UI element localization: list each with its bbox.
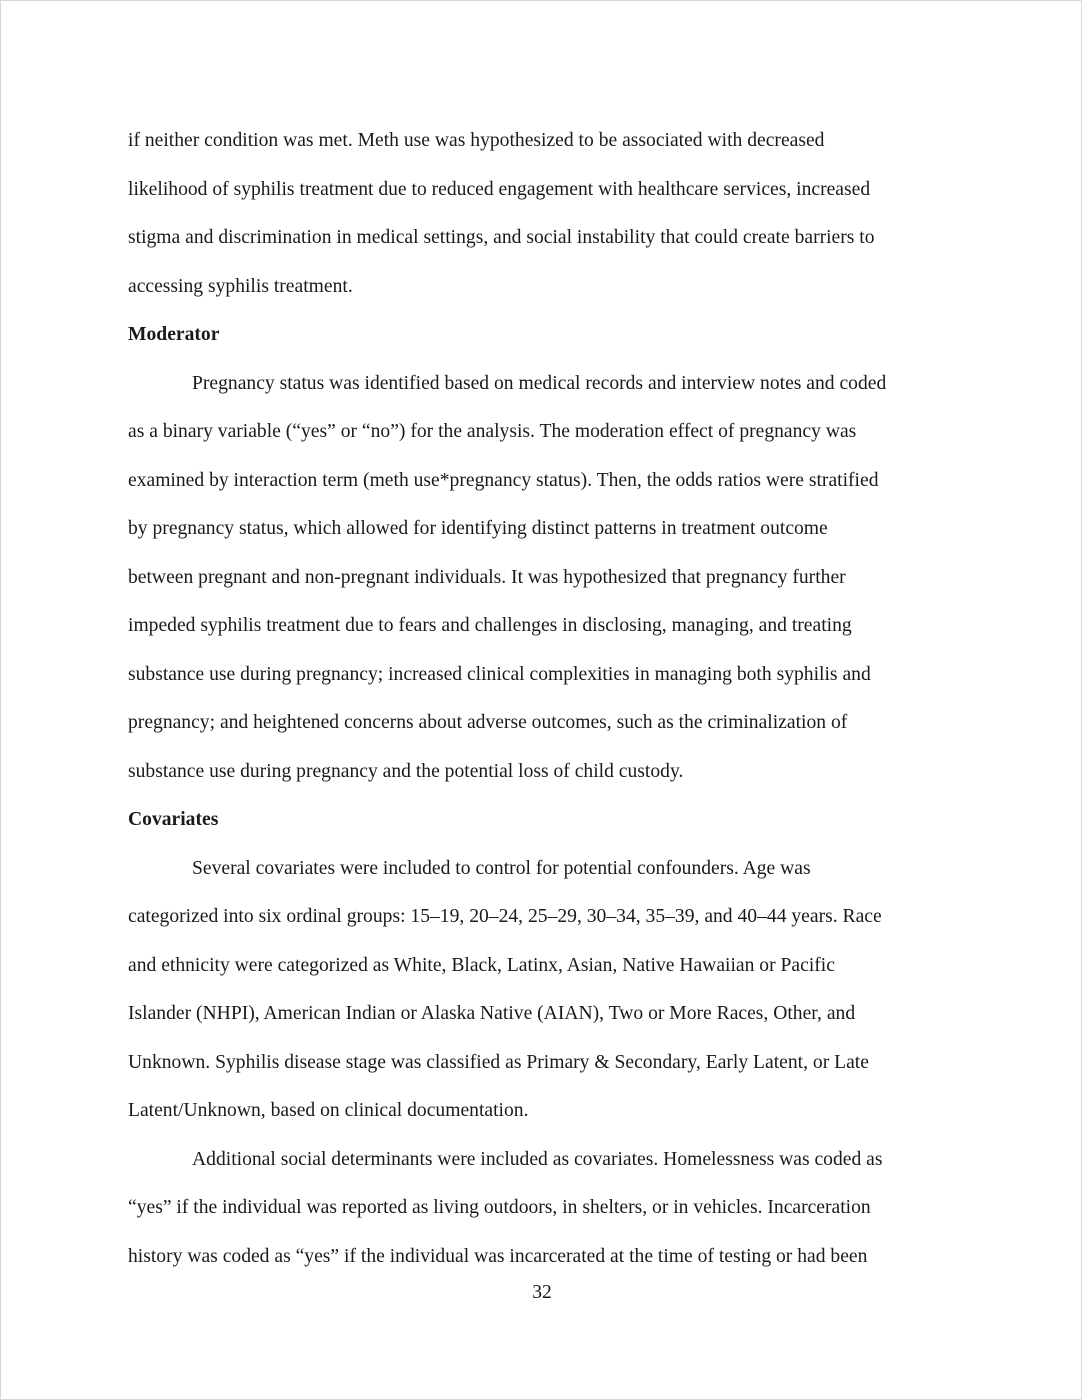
text-line: stigma and discrimination in medical settings, and social instability that could create barriers to	[128, 227, 875, 248]
text-line: if neither condition was met. Meth use was hypothesized to be associated with decreased	[128, 130, 825, 151]
text-line: Islander (NHPI), American Indian or Alaska Native (AIAN), Two or More Races, Other, and	[128, 1003, 856, 1024]
page-body	[128, 117, 951, 1281]
text-line: and ethnicity were categorized as White, Black, Latinx, Asian, Native Hawaiian or Pacific	[128, 954, 835, 976]
text-line: examined by interaction term (meth use*pregnancy status). Then, the odds ratios were stratified	[128, 469, 879, 491]
text-line: likelihood of syphilis treatment due to reduced engagement with healthcare services, increased	[128, 178, 871, 200]
text-line: Several covariates were included to control for potential confounders. Age was	[192, 857, 811, 879]
paragraph-moderator	[128, 360, 951, 797]
text-line: pregnancy; and heightened concerns about adverse outcomes, such as the criminalization of	[128, 712, 848, 733]
text-line: between pregnant and non-pregnant individuals. It was hypothesized that pregnancy further	[128, 566, 846, 588]
page-number: 32	[532, 1282, 552, 1303]
heading-covariates: Covariates	[128, 809, 219, 830]
text-line: categorized into six ordinal groups: 15–19, 20–24, 25–29, 30–34, 35–39, and 40–44 years. Race	[128, 906, 882, 927]
text-line: Additional social determinants were included as covariates. Homelessness was coded as	[192, 1148, 883, 1170]
text-line: by pregnancy status, which allowed for identifying distinct patterns in treatment outcome	[128, 518, 828, 539]
text-line: substance use during pregnancy; increased clinical complexities in managing both syphilis and	[128, 663, 871, 685]
text-line: accessing syphilis treatment.	[128, 275, 353, 297]
text-line: substance use during pregnancy and the potential loss of child custody.	[128, 760, 684, 782]
text-line: Unknown. Syphilis disease stage was classified as Primary & Secondary, Early Latent, or Late	[128, 1051, 869, 1073]
text-line: Pregnancy status was identified based on medical records and interview notes and coded	[192, 372, 887, 394]
paragraph-covariates-2	[128, 1136, 951, 1282]
heading-moderator: Moderator	[128, 324, 220, 345]
text-line: as a binary variable (“yes” or “no”) for the analysis. The moderation effect of pregnancy was	[128, 421, 857, 442]
text-line: impeded syphilis treatment due to fears and challenges in disclosing, managing, and treating	[128, 615, 852, 636]
paragraph-meth-use-continued	[128, 117, 951, 311]
paragraph-covariates-1	[128, 845, 951, 1136]
text-line: Latent/Unknown, based on clinical documentation.	[128, 1100, 529, 1121]
text-line: “yes” if the individual was reported as living outdoors, in shelters, or in vehicles. Incarceration	[128, 1197, 871, 1218]
text-line: history was coded as “yes” if the individual was incarcerated at the time of testing or had been	[128, 1245, 868, 1267]
